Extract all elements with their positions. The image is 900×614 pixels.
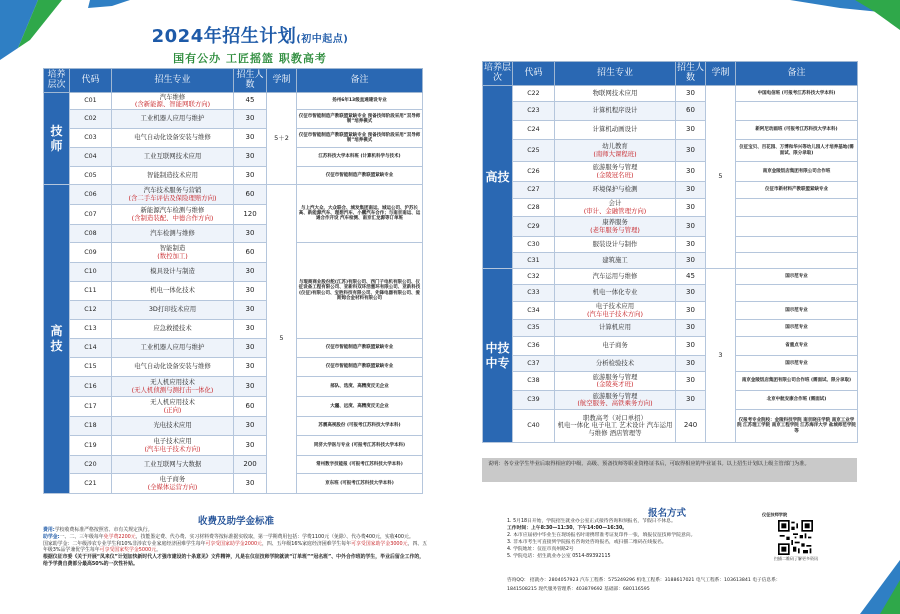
code-cell: C34 (513, 302, 555, 320)
header-note: 备注 (297, 69, 423, 93)
table-row (44, 397, 423, 417)
count-cell: 30 (676, 285, 706, 302)
note-cell (736, 285, 858, 302)
code-cell: C24 (513, 121, 555, 140)
count-cell: 45 (234, 93, 267, 110)
major-cell: 3D打印技术应用 (112, 301, 234, 320)
major-cell: 职教高考（对口单招） 机电一体化 电子电工 艺术设计 汽车运用与维修 酒店管理等 (555, 410, 676, 443)
note-cell (736, 102, 858, 121)
note-cell: 京东班 (可报考江苏科技大学本科) (297, 474, 423, 494)
page-title-sub: (初中起点) (296, 34, 349, 45)
major-cell: 光电技术应用 (112, 417, 234, 436)
slogan: 国有公办 工匠摇篮 职教高考 (173, 52, 327, 65)
code-cell: C17 (70, 397, 112, 417)
subsidy-policy-text: 根据仪征市委《关于开展“凤来仪”计划加快新时代人才强市建设的十条意见》文件精神，凡是在仪征技师学院就读“订单班”“冠名班”、中外合作班的学生，毕业后留企工作的，给予学费自费部分最高50%的一次性补贴。 (43, 554, 425, 567)
header-years: 学制 (706, 62, 736, 86)
count-cell: 30 (676, 86, 706, 102)
count-cell: 30 (676, 162, 706, 182)
table-row (483, 320, 858, 337)
count-cell: 30 (234, 263, 267, 282)
code-cell: C40 (513, 410, 555, 443)
note-cell: 苏震高视股份 (可报考江苏科技大学本科) (297, 417, 423, 436)
major-cell: 分析检验技术 (555, 356, 676, 372)
contacts-line-2: 1841508215 现代服务管理系：403879692 基础部：680116595 (507, 587, 650, 592)
header-level: 培养层次 (483, 62, 513, 86)
count-cell: 30 (676, 337, 706, 356)
count-cell: 60 (676, 102, 706, 121)
apply-line: 工作时间：上午8:30—11:30、下午14:00—16:30。 (507, 525, 628, 531)
count-cell: 30 (676, 372, 706, 391)
count-cell: 60 (234, 185, 267, 205)
table-row (483, 302, 858, 320)
header-code: 代码 (513, 62, 555, 86)
table-row (44, 110, 423, 129)
code-cell: C15 (70, 358, 112, 377)
count-cell: 60 (234, 397, 267, 417)
note-cell: 仅征市智能制造产教联盟紧缺专业 (297, 167, 423, 185)
code-cell: C35 (513, 320, 555, 337)
major-cell: 旅游服务与管理 (金陵冠名班) (555, 162, 676, 182)
major-cell: 环境保护与检测 (555, 182, 676, 199)
count-cell: 30 (676, 217, 706, 237)
note-cell: 北京中航安康合作班 (需面试) (736, 391, 858, 410)
header-note: 备注 (736, 62, 858, 86)
fees-label: 费用: (43, 527, 55, 533)
header-years: 学制 (267, 69, 297, 93)
code-cell: C23 (513, 102, 555, 121)
major-cell: 智能制造 (数控加工) (112, 243, 234, 263)
header-count: 招生人数 (234, 69, 267, 93)
major-cell: 工业机器人应用与维护 (112, 339, 234, 358)
code-cell: C07 (70, 205, 112, 225)
grant-label: 助学金: (43, 533, 60, 540)
top-right-ribbon-decoration (770, 0, 900, 50)
count-cell: 240 (676, 410, 706, 443)
right-enrollment-table (482, 61, 858, 443)
table-row (483, 269, 858, 285)
table-row (483, 391, 858, 410)
count-cell: 30 (234, 320, 267, 339)
table-row (44, 148, 423, 167)
qr-caption: 扫描二维码了解更多资讯 (774, 556, 818, 561)
count-cell: 30 (234, 436, 267, 456)
level-cell: 高技 (483, 86, 513, 269)
years-cell: 5＋2 (267, 93, 297, 185)
major-cell: 工业互联网技术应用 (112, 148, 234, 167)
table-row (44, 474, 423, 494)
note-cell (736, 237, 858, 253)
note-cell: 省重点专业 (736, 337, 858, 356)
code-cell: C18 (70, 417, 112, 436)
major-cell: 旅游服务与管理 (金陵英才班) (555, 372, 676, 391)
code-cell: C11 (70, 282, 112, 301)
level-cell: 技师 (44, 93, 70, 185)
count-cell: 30 (676, 320, 706, 337)
major-cell: 计算机程序设计 (555, 102, 676, 121)
grant-text-b: ，技能鉴定费、代办费、实习材料费等按标准据实收取，第一学期费用包括：学费1100元（免除）、代办费400元，实收400元。 (135, 533, 414, 540)
count-cell: 30 (676, 391, 706, 410)
code-cell: C25 (513, 140, 555, 162)
table-row (44, 339, 423, 358)
table-row (44, 456, 423, 474)
major-cell: 会计 (审计、金融管理方向) (555, 199, 676, 217)
note-cell (736, 217, 858, 237)
table-row (483, 337, 858, 356)
table-row (44, 93, 423, 110)
major-cell: 电子商务 (555, 337, 676, 356)
count-cell: 30 (676, 356, 706, 372)
code-cell: C33 (513, 285, 555, 302)
code-cell: C14 (70, 339, 112, 358)
table-row (483, 217, 858, 237)
major-cell: 无人机应用技术 (正向) (112, 397, 234, 417)
table-row (483, 253, 858, 269)
note-cell (736, 199, 858, 217)
grant-highlight-1: 免学费2200元 (103, 533, 136, 540)
table-row (483, 199, 858, 217)
code-cell: C39 (513, 391, 555, 410)
major-cell: 智能制造技术应用 (112, 167, 234, 185)
years-cell: 5 (267, 185, 297, 494)
code-cell: C02 (70, 110, 112, 129)
header-level: 培养层次 (44, 69, 70, 93)
note-cell: 仅征市智能制造产教联盟紧缺专业 预备技师阶段采用“双导师制”培养模式 (297, 129, 423, 148)
note-cell: 仅报考专业院校：金陵科技学院 南京晓庄学院 南京工业学院 江苏理工学院 南京工程学院 江苏海洋大学 盐城师范学院等 (736, 410, 858, 443)
apply-line: 1. 5月18日开始，学院招生就业办公室正式接待咨询和预报名，节假日不休息。 (507, 519, 676, 524)
remark-text: 说明：各专业学生毕业后取得相应的中级、高级、预备技师等职业资格证书后，可取得相应的毕业证书。以上招生计划以上级主管部门为准。 (488, 461, 810, 467)
count-cell: 30 (234, 301, 267, 320)
note-cell: 中国电信班 (可报考江苏科技大学本科) (736, 86, 858, 102)
national-grant-text-b: ，四、五年级16%家庭经济困难学生每年 (261, 540, 352, 547)
major-cell: 电子商务 (全媒体运营方向) (112, 474, 234, 494)
code-cell: C37 (513, 356, 555, 372)
apply-line: 4. 学院地址：仪征市真州路2号 (507, 546, 574, 552)
count-cell: 30 (234, 377, 267, 397)
apply-section-title: 报名方式 (648, 508, 687, 519)
count-cell: 30 (234, 225, 267, 243)
major-cell: 新能源汽车检测与维修 (含制造装配、中德合作方向) (112, 205, 234, 225)
note-cell: 常州数字技能报 (可报考江苏科技大学本科) (297, 456, 423, 474)
note-cell: 仅征市智能制造产教联盟紧缺专业 预备技师阶段采用“双导师制”培养模式 (297, 110, 423, 129)
table-row (44, 185, 423, 205)
major-cell: 汽车运用与维修 (555, 269, 676, 285)
count-cell: 120 (234, 205, 267, 225)
major-cell: 机电一体化技术 (112, 282, 234, 301)
major-cell: 计算机动画设计 (555, 121, 676, 140)
level-cell: 中技 中专 (483, 269, 513, 443)
table-row (483, 356, 858, 372)
grant-text-a: 一、二、三年级每年 (59, 533, 104, 540)
note-cell: 南京金陵饭店集团有限公司合作班 (736, 162, 858, 182)
code-cell: C12 (70, 301, 112, 320)
table-row (44, 377, 423, 397)
code-cell: C03 (70, 129, 112, 148)
note-cell: 扬州6年13级直通建设专业 (297, 93, 423, 110)
header-count: 招生人数 (676, 62, 706, 86)
note-cell (736, 253, 858, 269)
table-row (483, 182, 858, 199)
major-cell: 无人机应用技术 (无人机侦测与测打击一体化) (112, 377, 234, 397)
major-cell: 工业机器人应用与维护 (112, 110, 234, 129)
qr-title: 仪征技师学院 (762, 512, 788, 517)
count-cell: 30 (234, 417, 267, 436)
count-cell: 200 (234, 456, 267, 474)
count-cell: 30 (676, 121, 706, 140)
code-cell: C01 (70, 93, 112, 110)
major-cell: 汽车技术服务与营销 (含二手车评估及保险理赔方向) (112, 185, 234, 205)
title-block (120, 22, 380, 66)
table-row (483, 237, 858, 253)
note-cell: 国示范专业 (736, 320, 858, 337)
years-cell: 3 (706, 269, 736, 443)
code-cell: C10 (70, 263, 112, 282)
apply-line: 3. 非本市考生可直接到学院报名咨询处咨询报名，或扫描二维码在线报名。 (507, 539, 667, 545)
major-cell: 旅游服务与管理 (航空服务、高铁乘务方向) (555, 391, 676, 410)
years-cell: 5 (706, 86, 736, 269)
major-cell: 汽车维修 (含新能源、智能网联方向) (112, 93, 234, 110)
fees-section (43, 527, 428, 568)
header-major: 招生专业 (112, 69, 234, 93)
code-cell: C05 (70, 167, 112, 185)
fees-text: 学校收费标准严格按照省、市有关规定执行。 (54, 527, 153, 533)
table-row (483, 140, 858, 162)
table-row (483, 410, 858, 443)
major-cell: 建筑施工 (555, 253, 676, 269)
code-cell: C22 (513, 86, 555, 102)
major-cell: 计算机应用 (555, 320, 676, 337)
table-row (44, 358, 423, 377)
note-cell: 仅征市智能制造产教联盟紧缺专业 (297, 358, 423, 377)
code-cell: C19 (70, 436, 112, 456)
level-cell: 高技 (44, 185, 70, 494)
note-cell: 部队、选度、高精度反无企业 (297, 377, 423, 397)
count-cell: 30 (676, 199, 706, 217)
code-cell: C20 (70, 456, 112, 474)
code-cell: C27 (513, 182, 555, 199)
major-cell: 应急救援技术 (112, 320, 234, 339)
code-cell: C26 (513, 162, 555, 182)
national-grant-text-c: ，四、五年级3%品学兼优学生每年 (43, 540, 428, 554)
note-cell: 国示范专业 (736, 269, 858, 285)
code-cell: C29 (513, 217, 555, 237)
note-cell: 与琨商商业股份舵(江苏)有限公司、西门子电机有限公司、仪征设备工程有限公司、亚新科双环活塞环有限公司、亚新科技(仪征)有限公司、宝胜科技有限公司、先锋电器有限公司、爱斯姆合金材料有限公司 (297, 243, 423, 339)
national-grant-highlight-3: 可享受国家奖学金5000元 (99, 547, 157, 554)
count-cell: 30 (676, 253, 706, 269)
national-grant-highlight-2: 可享受国家助学金3000元 (351, 540, 408, 547)
count-cell: 30 (676, 302, 706, 320)
code-cell: C13 (70, 320, 112, 339)
apply-line: 2. 本市应届初中毕业生在现场报名时请携带准考证复印件一张，填报仪征技师学院意向。 (507, 532, 696, 538)
bottom-right-ribbon-decoration (840, 560, 900, 614)
count-cell: 30 (234, 339, 267, 358)
count-cell: 30 (234, 148, 267, 167)
note-cell: 国示范专业 (736, 356, 858, 372)
table-row (44, 129, 423, 148)
fees-section-title: 收费及助学金标准 (198, 516, 275, 527)
table-row (483, 102, 858, 121)
code-cell: C31 (513, 253, 555, 269)
table-row (44, 417, 423, 436)
apply-section (507, 519, 739, 561)
left-enrollment-table (43, 68, 423, 494)
note-cell: 仪征市新材料产教联盟紧缺专业 (736, 182, 858, 199)
page-title: 2024年招生计划(初中起点) (151, 26, 349, 47)
major-cell: 电气自动化设备安装与维修 (112, 358, 234, 377)
note-cell: 南京金陵饭店集团有限公司合作班 (需面试、限分录取) (736, 372, 858, 391)
count-cell: 30 (234, 129, 267, 148)
note-cell: 与上汽大众、大众联合、城发集团南运、城运公司、沪苏长高、新能源汽车、理想汽车、小鹏汽车合作；与南京南运、运通合作开设 汽车检测、南京汇龙源等订单班 (297, 185, 423, 243)
code-cell: C09 (70, 243, 112, 263)
code-cell: C32 (513, 269, 555, 285)
code-cell: C06 (70, 185, 112, 205)
table-row (44, 436, 423, 456)
count-cell: 30 (676, 182, 706, 199)
count-cell: 30 (234, 474, 267, 494)
national-grant-text-a: 国家助学金：二年级涉农专业学生和10%非涉农专业家庭经济困难学生每年 (43, 540, 206, 547)
count-cell: 30 (234, 282, 267, 301)
code-cell: C28 (513, 199, 555, 217)
major-cell: 电气自动化设备安装与维修 (112, 129, 234, 148)
table-row (483, 86, 858, 102)
count-cell: 30 (234, 358, 267, 377)
count-cell: 30 (676, 237, 706, 253)
note-cell: 江苏科技大学本科班 (计算机科学与技术) (297, 148, 423, 167)
major-cell: 电子技术应用 (汽车电子技术方向) (112, 436, 234, 456)
code-cell: C21 (70, 474, 112, 494)
header-code: 代码 (70, 69, 112, 93)
national-grant-text-d: 。 (156, 547, 162, 554)
count-cell: 30 (234, 110, 267, 129)
count-cell: 60 (234, 243, 267, 263)
major-cell: 机电一体化专业 (555, 285, 676, 302)
count-cell: 30 (234, 167, 267, 185)
national-grant-highlight-1: 可享受国家助学金2000元 (205, 540, 262, 547)
note-cell: 新阿尼动画班 (可报考江苏科技大学本科) (736, 121, 858, 140)
table-row (44, 243, 423, 263)
contacts-line-1: 咨询QQ： 招就办：2804057923 汽车工程系：575249296 机电工程系：3188617021 电气工程系：103613841 电子信息系： (507, 578, 781, 583)
qr-code-icon[interactable] (778, 520, 813, 555)
code-cell: C08 (70, 225, 112, 243)
table-row (483, 285, 858, 302)
code-cell: C04 (70, 148, 112, 167)
note-cell: 仪征宝贝、百花园、万博和华兴等幼儿园人才培养基地(需面试、限分录取) (736, 140, 858, 162)
code-cell: C30 (513, 237, 555, 253)
major-cell: 工业互联网与大数据 (112, 456, 234, 474)
count-cell: 45 (676, 269, 706, 285)
code-cell: C36 (513, 337, 555, 356)
major-cell: 汽车检测与维修 (112, 225, 234, 243)
major-cell: 服装设计与制作 (555, 237, 676, 253)
table-row (483, 121, 858, 140)
major-cell: 物联网技术应用 (555, 86, 676, 102)
major-cell: 幼儿教育 (南师大课程班) (555, 140, 676, 162)
apply-line: 5. 学院电话：招生就业办公室 0514-89392115 (507, 553, 611, 559)
table-row (483, 372, 858, 391)
note-cell: 大疆、远度、高精度反无企业 (297, 397, 423, 417)
table-row (483, 162, 858, 182)
major-cell: 电子技术应用 (汽车电子技术方向) (555, 302, 676, 320)
note-cell: 同济大学医与专业 (可报考江苏科技大学本科) (297, 436, 423, 456)
header-major: 招生专业 (555, 62, 676, 86)
table-row (44, 167, 423, 185)
remark-box (482, 458, 857, 482)
code-cell: C38 (513, 372, 555, 391)
note-cell: 仅征市智能制造产教联盟紧缺专业 (297, 339, 423, 358)
major-cell: 康养服务 (老年服务与管理) (555, 217, 676, 237)
major-cell: 模具设计与制造 (112, 263, 234, 282)
code-cell: C16 (70, 377, 112, 397)
note-cell: 国示范专业 (736, 302, 858, 320)
count-cell: 30 (676, 140, 706, 162)
